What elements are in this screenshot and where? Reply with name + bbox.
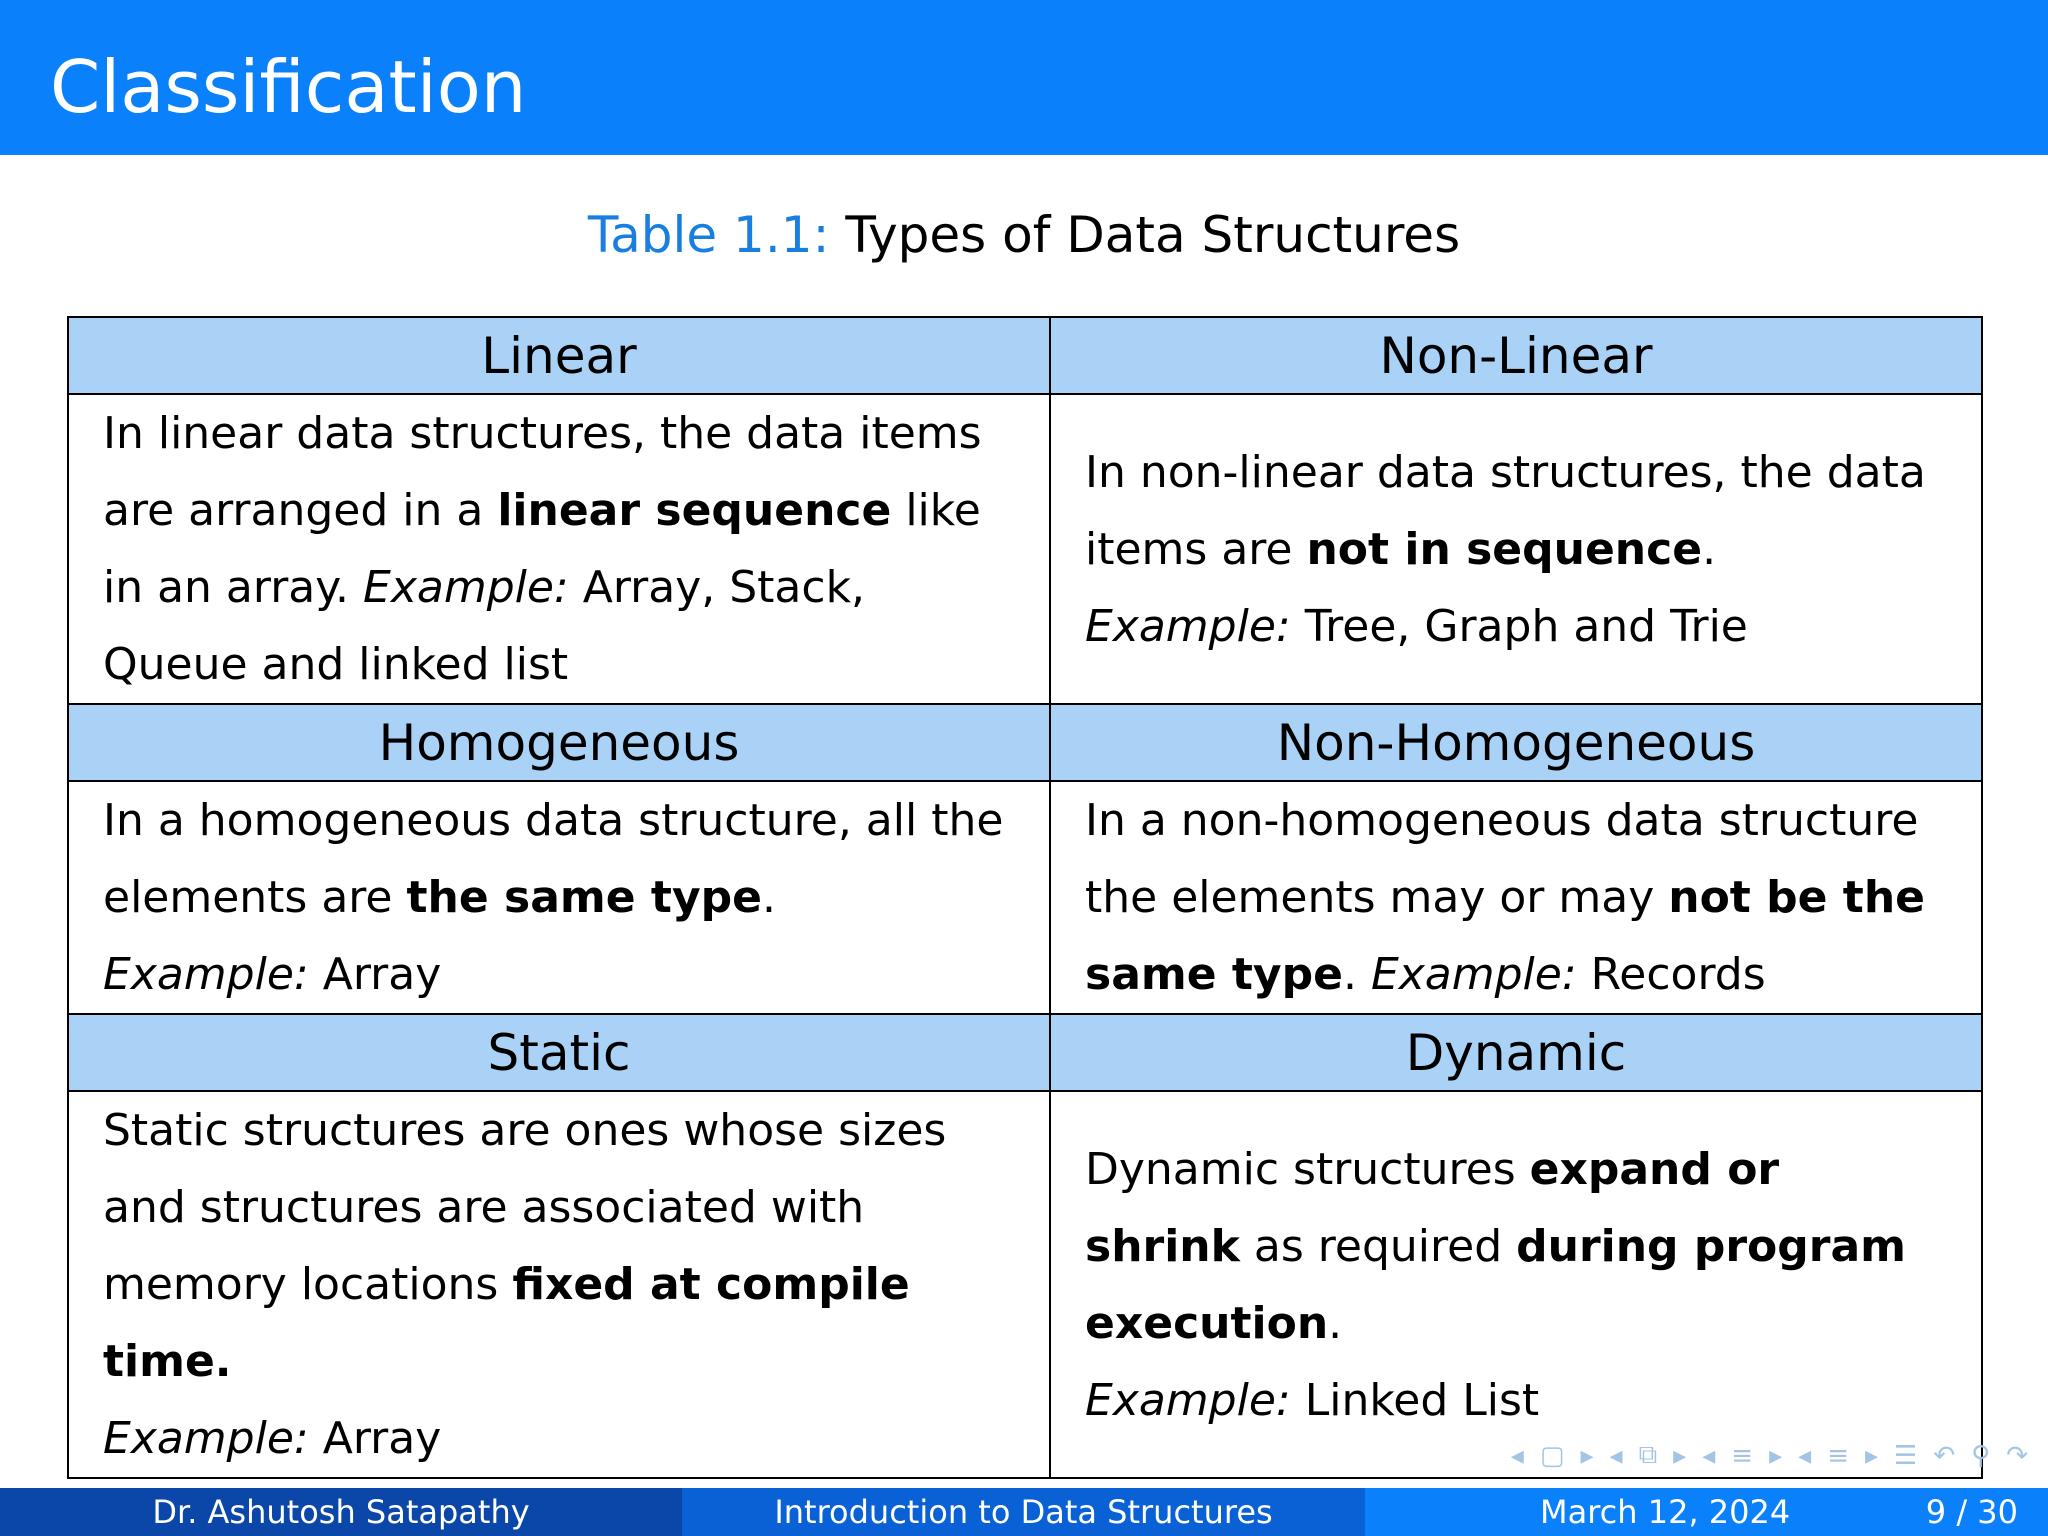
- prev-subsection-icon[interactable]: ◂: [1609, 1440, 1623, 1471]
- dynamic-text-2: as required: [1253, 1220, 1503, 1272]
- next-subsection-icon[interactable]: ▸: [1673, 1440, 1687, 1471]
- beamer-navigation: [1511, 1440, 2028, 1471]
- caption-number: Table 1.1:: [587, 206, 830, 264]
- footer-right: [1365, 1488, 2048, 1536]
- linear-text-2: like in an array.: [103, 485, 981, 613]
- non-homogeneous-text-2: .: [1342, 949, 1357, 1000]
- cell-homogeneous: [68, 781, 1050, 1014]
- non-homogeneous-bold: not be the same type: [1085, 872, 1926, 1000]
- caption-text: Types of Data Structures: [845, 206, 1461, 264]
- linear-example-label: Example:: [363, 562, 569, 613]
- slide-title: Classification: [50, 45, 527, 129]
- dynamic-example-label: Example:: [1085, 1374, 1291, 1426]
- non-linear-text-2: .: [1702, 523, 1717, 575]
- header-cell-linear: Linear: [68, 317, 1050, 394]
- header-cell-homogeneous: Homogeneous: [68, 704, 1050, 781]
- static-text: Static structures are ones whose sizes and structures are associated with memory locations: [103, 1105, 947, 1310]
- table-header-row: [68, 1014, 1982, 1091]
- prev-slide-icon[interactable]: ◂: [1798, 1440, 1812, 1471]
- static-example: Array: [322, 1413, 442, 1464]
- table-row: [68, 394, 1982, 704]
- back-icon[interactable]: ↶: [1933, 1440, 1956, 1471]
- toc-icon[interactable]: ☰: [1894, 1440, 1918, 1471]
- table-row: [68, 1091, 1982, 1478]
- search-icon[interactable]: ⚲: [1971, 1440, 1991, 1471]
- prev-frame-icon[interactable]: ◂: [1510, 1440, 1524, 1471]
- static-bold: fixed at compile time.: [103, 1259, 910, 1387]
- footer-date: March 12, 2024: [1540, 1493, 1791, 1531]
- slide-icon[interactable]: ≡: [1827, 1440, 1849, 1471]
- subsection-icon[interactable]: ⧉: [1638, 1440, 1658, 1470]
- dynamic-bold-2: during program execution: [1085, 1220, 1907, 1349]
- section-icon[interactable]: ≡: [1731, 1440, 1754, 1471]
- dynamic-text: Dynamic structures: [1085, 1143, 1516, 1195]
- non-linear-bold: not in sequence: [1306, 523, 1703, 575]
- next-slide-icon[interactable]: ▸: [1864, 1440, 1879, 1471]
- non-homogeneous-example: Records: [1590, 949, 1766, 1000]
- dynamic-example: Linked List: [1304, 1374, 1540, 1426]
- table-header-row: [68, 704, 1982, 781]
- data-structures-table: [67, 316, 1983, 1479]
- non-linear-example: Tree, Graph and Trie: [1304, 600, 1748, 652]
- header-cell-non-homogeneous: Non-Homogeneous: [1050, 704, 1982, 781]
- non-homogeneous-example-label: Example:: [1370, 949, 1577, 1000]
- cell-static: [68, 1091, 1050, 1478]
- static-example-label: Example:: [103, 1413, 309, 1464]
- dynamic-bold: expand or shrink: [1085, 1143, 1780, 1272]
- prev-section-icon[interactable]: ◂: [1702, 1440, 1716, 1471]
- forward-icon[interactable]: ↷: [2006, 1440, 2028, 1471]
- header-cell-dynamic: Dynamic: [1050, 1014, 1982, 1091]
- next-frame-icon[interactable]: ▸: [1580, 1440, 1594, 1471]
- footer-author: Dr. Ashutosh Satapathy: [0, 1488, 682, 1536]
- cell-dynamic: [1050, 1091, 1982, 1478]
- cell-non-homogeneous: [1050, 781, 1982, 1014]
- homogeneous-example: Array: [322, 949, 442, 1000]
- frame-icon[interactable]: ▢: [1539, 1440, 1565, 1471]
- footer-course: Introduction to Data Structures: [682, 1488, 1365, 1536]
- homogeneous-bold: the same type: [406, 872, 762, 923]
- cell-linear: [68, 394, 1050, 704]
- non-linear-text: In non-linear data structures, the data items are: [1085, 446, 1926, 575]
- header-cell-static: Static: [68, 1014, 1050, 1091]
- homogeneous-example-label: Example:: [103, 949, 309, 1000]
- dynamic-text-3: .: [1328, 1297, 1343, 1349]
- header-cell-non-linear: Non-Linear: [1050, 317, 1982, 394]
- table-caption: [0, 200, 2048, 270]
- non-linear-example-label: Example:: [1085, 600, 1291, 652]
- homogeneous-text-2: .: [761, 872, 776, 923]
- cell-non-linear: [1050, 394, 1982, 704]
- page-number: 9 / 30: [1925, 1493, 2018, 1531]
- homogeneous-text: In a homogeneous data structure, all the elements are: [103, 795, 1004, 923]
- title-bar: [0, 0, 2048, 155]
- table-header-row: [68, 317, 1982, 394]
- linear-example: Array, Stack, Queue and linked list: [103, 562, 866, 690]
- linear-text: In linear data structures, the data items are arranged in a: [103, 408, 982, 536]
- non-homogeneous-text: In a non-homogeneous data structure the elements may or may: [1085, 795, 1919, 923]
- table-row: [68, 781, 1982, 1014]
- next-section-icon[interactable]: ▸: [1769, 1440, 1783, 1471]
- linear-bold: linear sequence: [497, 485, 892, 536]
- footer: [0, 1488, 2048, 1536]
